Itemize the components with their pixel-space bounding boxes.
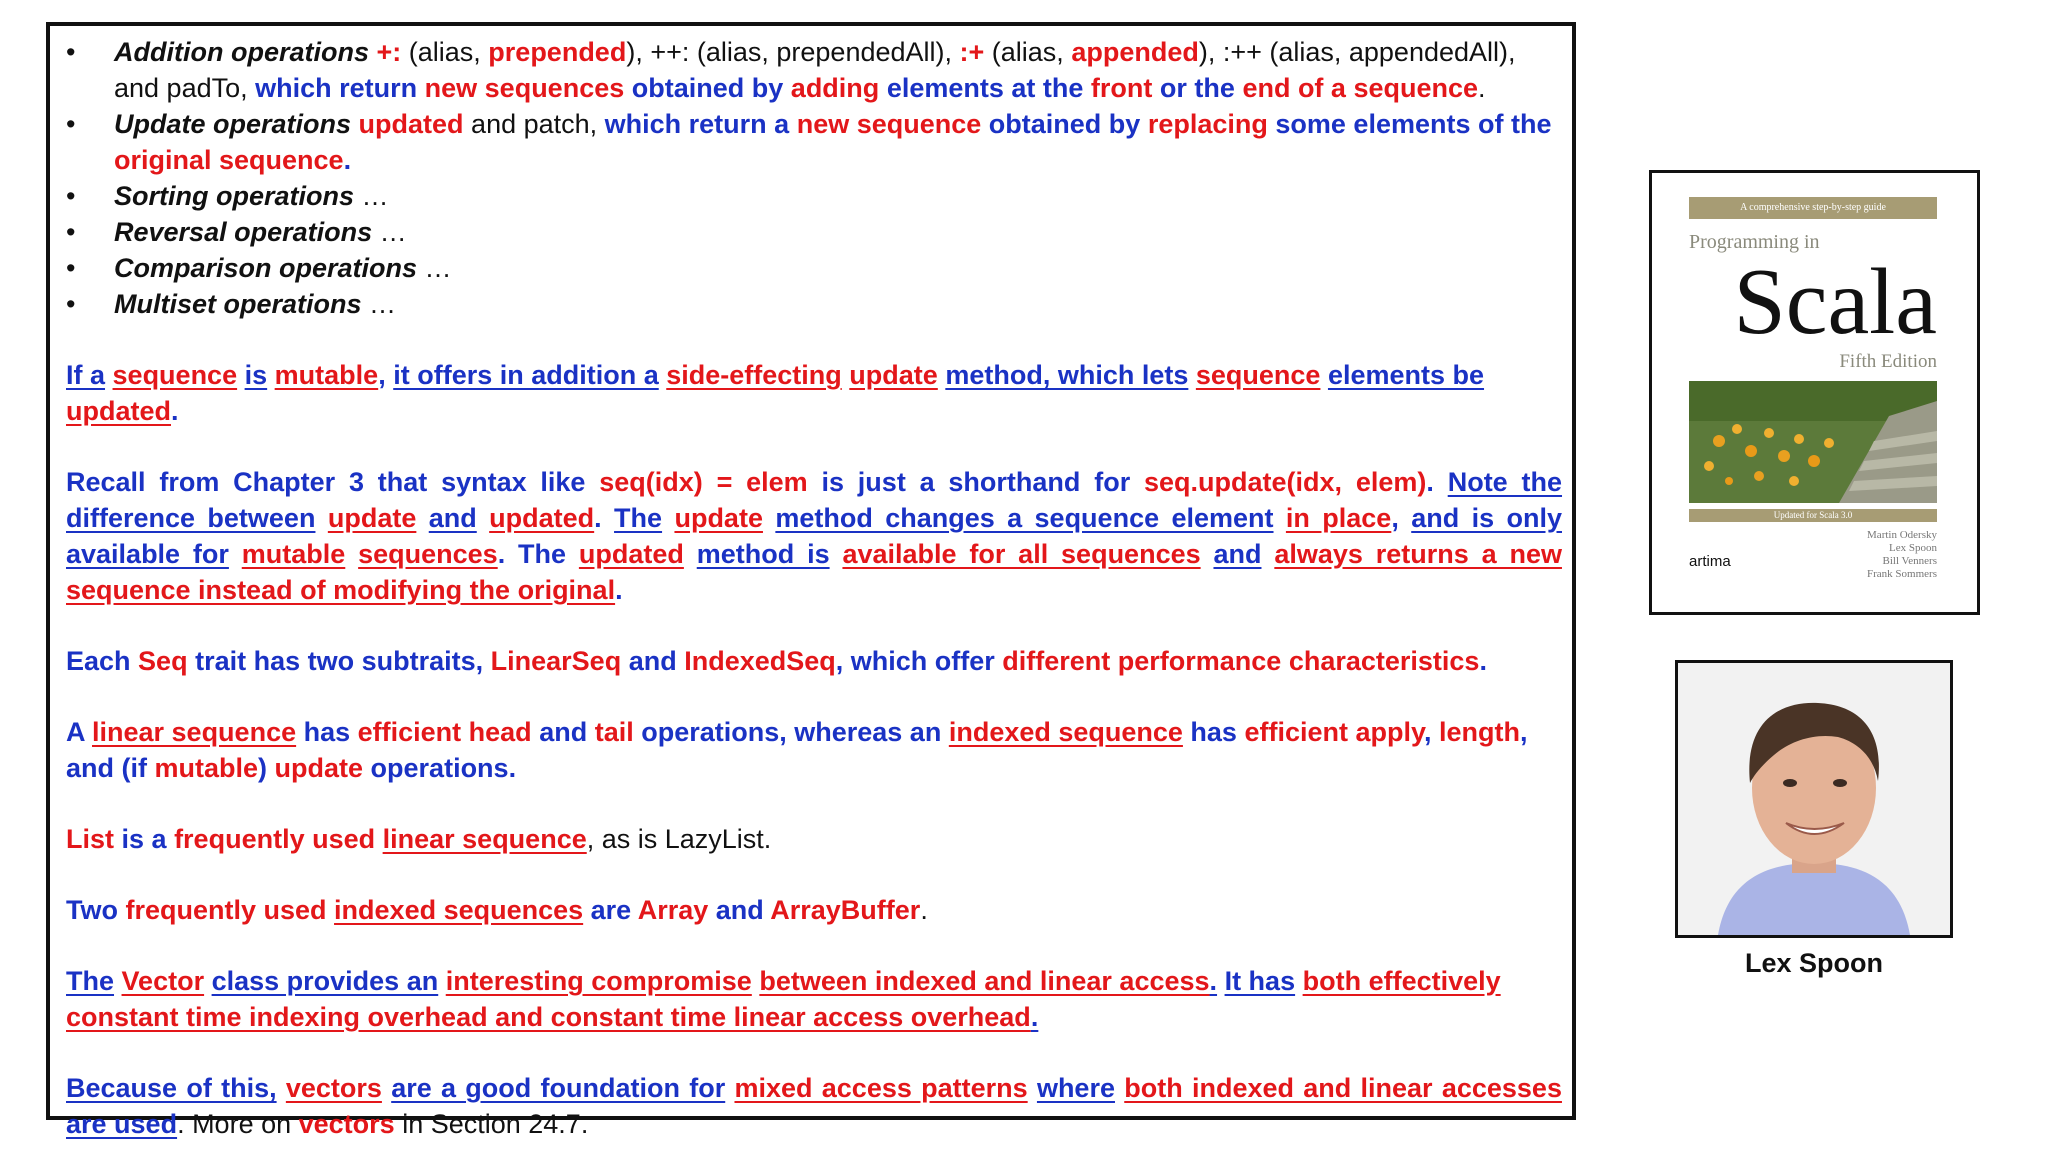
text: . The bbox=[497, 539, 579, 569]
text: , bbox=[378, 360, 386, 390]
text: vectors bbox=[298, 1109, 395, 1139]
text: different performance characteristics bbox=[1002, 646, 1480, 676]
para-vector bbox=[66, 963, 1562, 1035]
text: Two bbox=[66, 895, 126, 925]
list-item-sorting bbox=[66, 178, 1562, 214]
text: linear sequence bbox=[92, 717, 297, 747]
book-tagline: A comprehensive step-by-step guide bbox=[1689, 197, 1937, 219]
text: . bbox=[920, 895, 928, 925]
text: . bbox=[1479, 646, 1487, 676]
text: linear sequence bbox=[382, 824, 587, 854]
text: elements be bbox=[1327, 360, 1485, 390]
text: and bbox=[531, 717, 595, 747]
text: . bbox=[171, 396, 179, 426]
text bbox=[375, 824, 383, 854]
text: , and (if bbox=[66, 717, 1528, 783]
ellipsis: … bbox=[361, 289, 397, 319]
text: operations, whereas an bbox=[633, 717, 949, 747]
text: , bbox=[1391, 503, 1412, 533]
code-seq-assign: seq(idx) = elem bbox=[599, 467, 808, 497]
text: , which offer bbox=[835, 646, 1003, 676]
text: , as is LazyList. bbox=[586, 824, 772, 854]
text: indexed sequences bbox=[334, 895, 584, 925]
text: new sequence bbox=[796, 109, 982, 139]
text: and bbox=[708, 895, 771, 925]
spacer bbox=[66, 786, 1562, 821]
book-author: Bill Venners bbox=[1882, 555, 1937, 567]
text: frequently used bbox=[125, 895, 327, 925]
text: . bbox=[594, 503, 615, 533]
multiset-label: Multiset operations bbox=[114, 289, 362, 319]
text: frequently used bbox=[174, 824, 376, 854]
text: (alias, bbox=[401, 37, 489, 67]
text: . bbox=[343, 145, 352, 175]
book-updated-note: Updated for Scala 3.0 bbox=[1689, 509, 1937, 522]
text: is just a shorthand for bbox=[807, 467, 1145, 497]
text: between indexed and linear access bbox=[759, 966, 1210, 996]
para-linear bbox=[66, 714, 1562, 786]
text: mutable bbox=[154, 753, 259, 783]
text: are used bbox=[66, 1109, 178, 1139]
text: The bbox=[66, 966, 115, 996]
book-cover bbox=[1649, 170, 1980, 615]
text: which return a bbox=[604, 109, 790, 139]
text: method, which lets bbox=[945, 360, 1189, 390]
text: and bbox=[621, 646, 685, 676]
content-panel bbox=[46, 22, 1576, 1139]
text: . bbox=[615, 575, 623, 605]
text: The bbox=[614, 503, 663, 533]
text: . bbox=[1478, 73, 1486, 103]
text: obtained by bbox=[988, 109, 1141, 139]
spacer bbox=[66, 322, 1562, 357]
text: both indexed and linear accesses bbox=[1124, 1073, 1562, 1103]
text: efficient apply bbox=[1244, 717, 1424, 747]
text: . bbox=[1030, 1002, 1039, 1032]
text: class provides an bbox=[211, 966, 439, 996]
text: update bbox=[674, 503, 763, 533]
text: updated bbox=[578, 539, 684, 569]
text: ) bbox=[258, 753, 275, 783]
book-edition: Fifth Edition bbox=[1839, 351, 1937, 372]
text: some elements of the bbox=[1275, 109, 1552, 139]
text: has bbox=[296, 717, 358, 747]
list-item-reversal bbox=[66, 214, 1562, 250]
text: ), :++ (alias, appendedAll), and padTo, bbox=[114, 37, 1516, 103]
para-because bbox=[66, 1070, 1562, 1142]
text: Recall from Chapter 3 that syntax like bbox=[66, 467, 600, 497]
term-appended: appended bbox=[1071, 37, 1199, 67]
addition-label: Addition operations bbox=[114, 37, 369, 67]
text: update bbox=[849, 360, 938, 390]
text: A bbox=[66, 717, 92, 747]
book-author: Frank Sommers bbox=[1867, 568, 1937, 580]
list-item-addition bbox=[66, 34, 1562, 106]
text: LinearSeq bbox=[490, 646, 622, 676]
text: . bbox=[1426, 467, 1448, 497]
book-author: Lex Spoon bbox=[1889, 542, 1937, 554]
text: and patch, bbox=[463, 109, 605, 139]
text bbox=[327, 895, 335, 925]
text: elements at the bbox=[886, 73, 1084, 103]
ellipsis: … bbox=[354, 181, 389, 211]
text: sequence bbox=[112, 360, 238, 390]
term-prepended: prepended bbox=[488, 37, 627, 67]
text: and bbox=[428, 503, 477, 533]
op-prepend-symbol: +: bbox=[376, 37, 402, 67]
text: are bbox=[583, 895, 638, 925]
book-cover-art bbox=[1689, 197, 1937, 593]
op-append-symbol: :+ bbox=[959, 37, 985, 67]
text: (alias, bbox=[984, 37, 1072, 67]
text: new sequences bbox=[424, 73, 625, 103]
operations-list bbox=[66, 34, 1562, 322]
text: tail bbox=[594, 717, 634, 747]
spacer bbox=[66, 1035, 1562, 1070]
text: updated bbox=[66, 396, 171, 426]
spacer bbox=[66, 928, 1562, 963]
code-seq-update: seq.update(idx, elem) bbox=[1144, 467, 1427, 497]
reversal-label: Reversal operations bbox=[114, 217, 373, 247]
text: where bbox=[1036, 1073, 1115, 1103]
text: sequence bbox=[1195, 360, 1321, 390]
text: List bbox=[66, 824, 115, 854]
text: ArrayBuffer bbox=[770, 895, 921, 925]
text: end of a bbox=[1242, 73, 1346, 103]
book-author: Martin Odersky bbox=[1867, 529, 1937, 541]
para-recall bbox=[66, 464, 1562, 608]
text: are a good foundation for bbox=[391, 1073, 726, 1103]
text: it offers in addition a bbox=[393, 360, 659, 390]
comparison-label: Comparison operations bbox=[114, 253, 418, 283]
text: sequence bbox=[1353, 73, 1479, 103]
text: adding bbox=[790, 73, 880, 103]
text: , bbox=[1424, 717, 1440, 747]
text: which return bbox=[255, 73, 418, 103]
text: and is only available for bbox=[66, 503, 1562, 569]
text: If a bbox=[66, 360, 106, 390]
text: IndexedSeq bbox=[684, 646, 836, 676]
book-cover-photo bbox=[1689, 381, 1937, 503]
text: It has bbox=[1224, 966, 1296, 996]
text: always returns a new sequence instead of modifying the original bbox=[66, 539, 1562, 605]
text: . More on bbox=[177, 1109, 299, 1139]
spacer bbox=[66, 679, 1562, 714]
portrait-caption: Lex Spoon bbox=[1744, 948, 1883, 978]
text: front bbox=[1090, 73, 1153, 103]
author-portrait bbox=[1675, 660, 1953, 938]
book-title: Scala bbox=[1733, 250, 1937, 354]
para-list bbox=[66, 821, 1562, 857]
text: . bbox=[1209, 966, 1218, 996]
term-updated: updated bbox=[358, 109, 464, 139]
text: or the bbox=[1159, 73, 1235, 103]
list-item-multiset bbox=[66, 286, 1562, 322]
text: method changes a sequence element bbox=[775, 503, 1274, 533]
text: efficient head bbox=[357, 717, 532, 747]
text: Seq bbox=[138, 646, 188, 676]
book-series: Programming in bbox=[1689, 231, 1820, 253]
text: operations. bbox=[363, 753, 517, 783]
text: mutable bbox=[241, 539, 346, 569]
text: indexed sequence bbox=[948, 717, 1183, 747]
text: Note the difference between bbox=[66, 467, 1563, 533]
text: and bbox=[1213, 539, 1262, 569]
para-mutable bbox=[66, 357, 1562, 429]
text: Each bbox=[66, 646, 139, 676]
text: update bbox=[274, 753, 364, 783]
text: is a bbox=[114, 824, 175, 854]
list-item-comparison bbox=[66, 250, 1562, 286]
text: obtained by bbox=[631, 73, 784, 103]
spacer bbox=[66, 608, 1562, 643]
text: update bbox=[327, 503, 417, 533]
text: is bbox=[244, 360, 268, 390]
spacer bbox=[66, 857, 1562, 892]
para-subtraits bbox=[66, 643, 1562, 679]
ellipsis: … bbox=[417, 253, 452, 283]
text: sequences bbox=[358, 539, 498, 569]
text: available for all sequences bbox=[842, 539, 1201, 569]
text: updated bbox=[489, 503, 595, 533]
text: mutable bbox=[274, 360, 379, 390]
text: mixed access patterns bbox=[734, 1073, 1028, 1103]
text: original sequence bbox=[114, 145, 344, 175]
text: Because of this, bbox=[66, 1073, 277, 1103]
update-label: Update operations bbox=[114, 109, 352, 139]
text: side-effecting bbox=[666, 360, 842, 390]
spacer bbox=[66, 429, 1562, 464]
text: replacing bbox=[1147, 109, 1268, 139]
text: interesting compromise bbox=[445, 966, 752, 996]
text: has bbox=[1182, 717, 1245, 747]
text: in place bbox=[1285, 503, 1392, 533]
book-authors bbox=[1867, 529, 1937, 581]
sorting-label: Sorting operations bbox=[114, 181, 355, 211]
text: method is bbox=[696, 539, 830, 569]
text: in Section 24.7. bbox=[394, 1109, 589, 1139]
text: length bbox=[1439, 717, 1521, 747]
text: trait has two subtraits, bbox=[187, 646, 491, 676]
text: vectors bbox=[285, 1073, 382, 1103]
portrait-image bbox=[1678, 663, 1950, 935]
list-item-update bbox=[66, 106, 1562, 178]
ellipsis: … bbox=[372, 217, 407, 247]
para-two bbox=[66, 892, 1562, 928]
text: Vector bbox=[121, 966, 205, 996]
text: Array bbox=[637, 895, 709, 925]
text: ), ++: (alias, prependedAll), bbox=[626, 37, 960, 67]
text: both effectively constant time indexing overhead and constant time linear access overhead bbox=[66, 966, 1501, 1032]
book-publisher: artima bbox=[1689, 553, 1731, 570]
